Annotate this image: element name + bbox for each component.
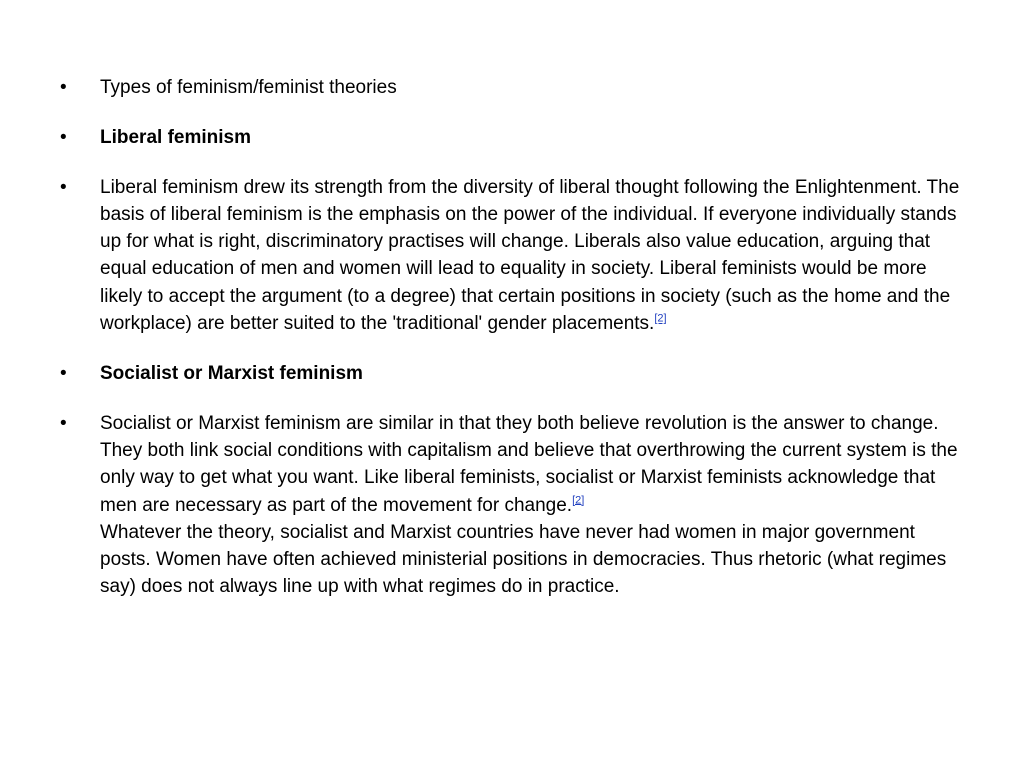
list-item-liberal-body	[58, 174, 968, 338]
marxist-feminism-paragraph-continued: Whatever the theory, socialist and Marxist countries have never had women in major government posts. Women have often achieved ministerial positions in democracies. Thus rhetoric (what regimes say) does not always line up with what regimes do in practice.	[100, 521, 947, 598]
marxist-feminism-heading: Socialist or Marxist feminism	[100, 362, 363, 384]
list-item-marxist-heading	[58, 360, 968, 387]
citation-link[interactable]: [2]	[572, 494, 585, 507]
citation-link[interactable]: [2]	[654, 312, 667, 325]
bullet-list	[58, 74, 968, 623]
list-item-liberal-heading	[58, 124, 968, 151]
types-heading-text: Types of feminism/feminist theories	[100, 77, 397, 98]
marxist-feminism-paragraph: Socialist or Marxist feminism are similar in that they both believe revolution is the answer to change. They both link social conditions with capitalism and believe that overthrowing the current system is the only way to get what you want. Like liberal feminists, socialist or Marxist feminists acknowledge that men are necessary as part of the movement for change.	[100, 412, 958, 516]
list-item-types-heading	[58, 74, 968, 101]
liberal-feminism-heading: Liberal feminism	[100, 126, 251, 148]
bullet-icon: •	[60, 77, 67, 98]
liberal-feminism-paragraph: Liberal feminism drew its strength from the diversity of liberal thought following the Enlightenment. The basis of liberal feminism is the emphasis on the power of the individual. If everyone individually stands up for what is right, discriminatory practises will change. Liberals also value education, arguing that equal education of men and women will lead to equality in society. Liberal feminists would be more likely to accept the argument (to a degree) that certain positions in society (such as the home and the workplace) are better suited to the 'traditional' gender placements.	[100, 176, 960, 335]
bullet-icon: •	[60, 412, 67, 434]
list-item-marxist-body	[58, 410, 968, 601]
bullet-icon: •	[60, 176, 67, 198]
bullet-icon: •	[60, 362, 67, 384]
bullet-icon: •	[60, 126, 67, 148]
